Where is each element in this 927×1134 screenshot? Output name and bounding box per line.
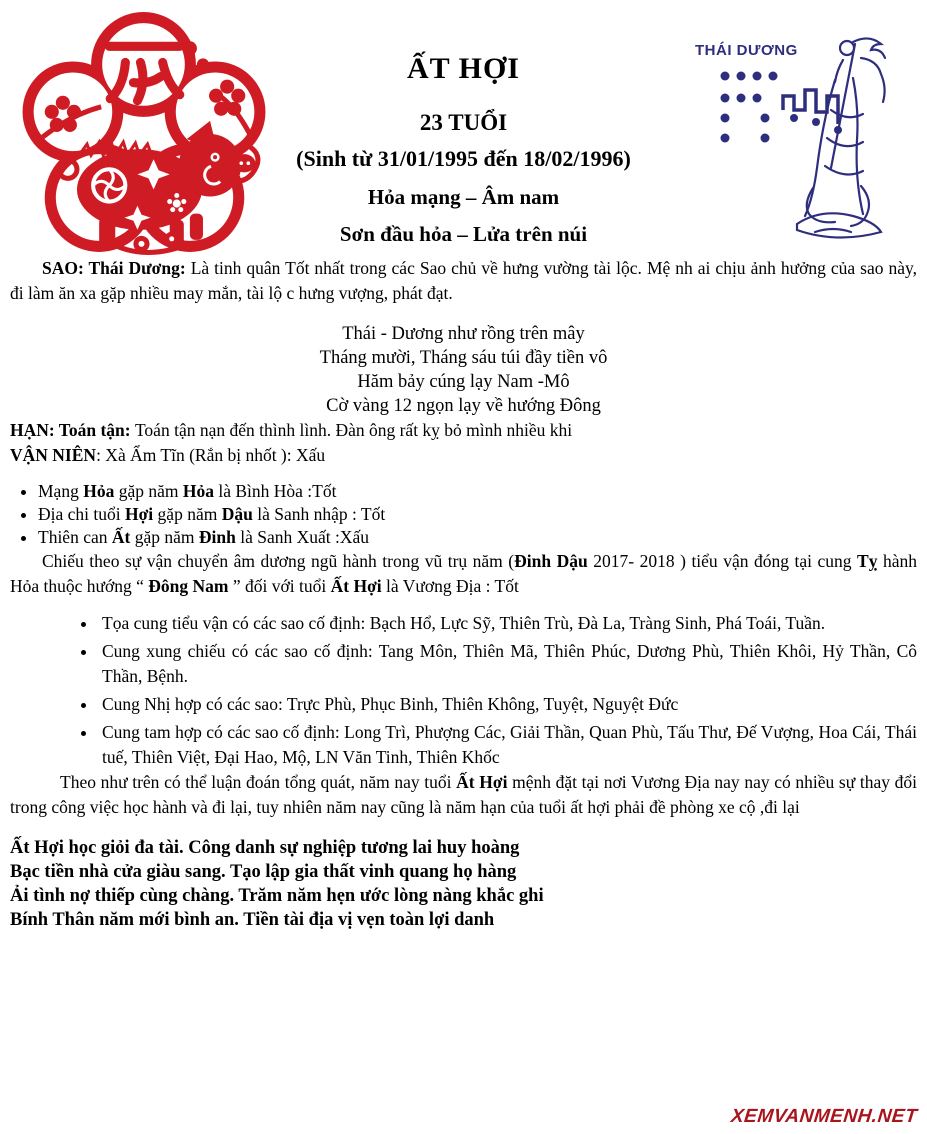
verse-line-1: Thái - Dương như rồng trên mây [342, 324, 585, 344]
final-verse-line-2: Bạc tiền nhà cửa giàu sang. Tạo lập gia thất vinh quang họ hàng [10, 862, 517, 882]
nap-am-line: Sơn đầu hỏa – Lửa trên núi [339, 222, 588, 246]
han-paragraph: HẠN: Toán tận: Toán tận nạn đến thình lình. Đàn ông rất kỵ bỏ mình nhiều khi [10, 420, 573, 440]
page-title: ẤT HỢI [407, 52, 520, 85]
cung-bullet-item: • Tọa cung tiểu vận có các sao cố định: Bạch Hổ, Lực Sỹ, Thiên Trù, Đà La, Tràng Sinh, Phá Toái, Tuần. [98, 611, 917, 636]
final-verse-line-1: Ất Hợi học giỏi đa tài. Công danh sự nghiệp tương lai huy hoàng [10, 838, 520, 858]
cung-bullet-item: • Cung tam hợp có các sao cố định: Long Trì, Phượng Các, Giải Thần, Quan Phù, Tấu Thư, Đế Vượng, Hoa Cái, Thái tuế, Thiên Việt, Đại Hao, Mộ, LN Văn Tinh, Thiên Khốc [98, 720, 917, 770]
seal-label: THÁI DƯƠNG [695, 42, 798, 59]
element-bullet-item: • Mạng Hỏa gặp năm Hỏa là Bình Hòa :Tốt [38, 480, 917, 503]
birth-range-line: (Sinh từ 31/01/1995 đến 18/02/1996) [296, 146, 631, 171]
cung-bullet-item: • Cung Nhị hợp có các sao: Trực Phù, Phục Binh, Thiên Không, Tuyệt, Nguyệt Đức [98, 692, 917, 717]
final-verse-line-3: Ải tình nợ thiếp cùng chàng. Trăm năm hẹn ước lòng nàng khắc ghi [10, 886, 544, 906]
cung-bullet-item: • Cung xung chiếu có các sao cố định: Tang Môn, Thiên Mã, Thiên Phúc, Dương Phù, Thiên Khôi, Hỷ Thần, Cô Thần, Bệnh. [98, 639, 917, 689]
watermark: XEMVANMENH.NET [729, 1106, 919, 1127]
age-line: 23 TUỔI [419, 110, 508, 135]
element-bullet-item: • Địa chi tuổi Hợi gặp năm Dậu là Sanh nhập : Tốt [38, 503, 917, 526]
summary-paragraph: Theo như trên có thể luận đoán tổng quát, năm nay tuổi Ất Hợi mệnh đặt tại nơi Vương Địa nay nay có nhiều sự thay đổi trong công việc học hành và đi lại, tuy nhiên năm nay cũng là năm hạn của tuổi ất hợi phải đề phòng xe cộ ,đi lại [10, 772, 917, 817]
zodiac-pig-papercut [20, 6, 268, 258]
thai-duong-seal [685, 18, 925, 250]
element-bullet-item: • Thiên can Ất gặp năm Đinh là Sanh Xuất :Xấu [38, 526, 917, 549]
tieu-van-paragraph: Chiếu theo sự vận chuyển âm dương ngũ hành trong vũ trụ năm (Đinh Dậu 2017- 2018 ) tiểu vận đóng tại cung Tỵ hành Hỏa thuộc hướng “ Đông Nam ” đối với tuổi Ất Hợi là Vương Địa : Tốt [10, 551, 917, 596]
sao-paragraph: SAO: Thái Dương: Là tinh quân Tốt nhất trong các Sao chủ về hưng vường tài lộc. Mệ nh ai chịu ảnh hưởng của sao này, đi làm ăn xa gặp nhiều may mắn, tài lộ c hưng vượng, phát đạt. [10, 258, 917, 303]
cung-bullet-list [10, 611, 917, 770]
menh-line: Hỏa mạng – Âm nam [367, 185, 560, 209]
final-verse-line-4: Bính Thân năm mới bình an. Tiền tài địa vị vẹn toàn lợi danh [10, 910, 495, 930]
verse-line-3: Hăm bảy cúng lạy Nam -Mô [357, 372, 570, 392]
body-content [10, 256, 917, 932]
verse-line-4: Cờ vàng 12 ngọn lạy về hướng Đông [326, 396, 601, 416]
van-nien-paragraph: VẬN NIÊN: Xà Ẩm Tĩn (Rắn bị nhốt ): Xấu [10, 445, 326, 465]
verse-line-2: Tháng mười, Tháng sáu túi đầy tiền vô [319, 348, 608, 368]
element-bullet-list [10, 480, 917, 549]
pig-papercut-illustration [20, 6, 268, 258]
